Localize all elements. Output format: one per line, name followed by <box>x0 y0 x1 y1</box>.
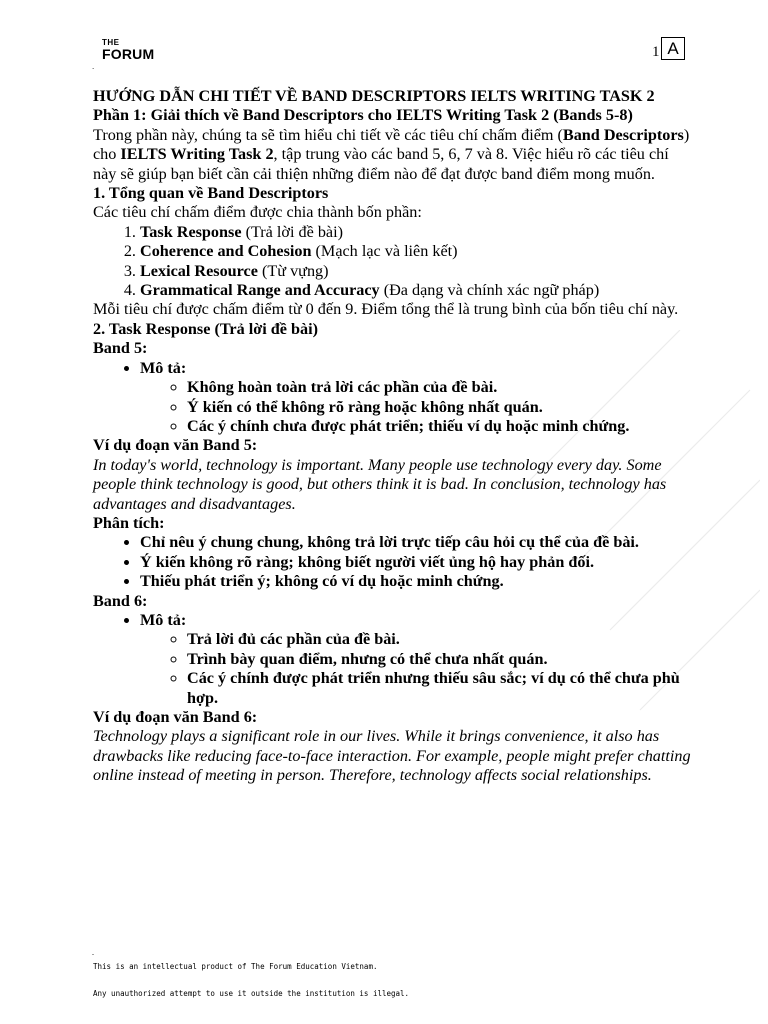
list-item: • Chỉ nêu ý chung chung, không trả lời trực tiếp câu hỏi cụ thể của đề bài. <box>140 533 693 552</box>
intro-bold-1: Band Descriptors <box>562 125 684 144</box>
band6-heading: Band 6: <box>93 591 148 610</box>
desc-label-text: Mô tả: <box>140 358 187 377</box>
list-item: ◦ Không hoàn toàn trả lời các phần của đề bài. <box>187 378 693 397</box>
logo-dot: . <box>92 62 95 71</box>
band5-example-heading: Ví dụ đoạn văn Band 5: <box>93 436 258 455</box>
band5-desc-items <box>140 378 693 436</box>
intro-paragraph <box>93 126 693 184</box>
criteria-translation: (Trả lời đề bài) <box>241 222 343 241</box>
intro-text-3: , tập trung vào các band 5, 6, 7 và 8. Việc hiểu rõ các tiêu chí này sẽ giúp bạn biết cần cải thiện những điểm nào để đạt được band điểm mong muốn. <box>93 145 669 183</box>
footer-line-2: Any unauthorized attempt to use it outside the institution is illegal. <box>93 989 410 998</box>
list-item: ◦ Các ý chính chưa được phát triển; thiếu ví dụ hoặc minh chứng. <box>187 417 693 436</box>
list-item: • Ý kiến không rõ ràng; không biết người viết ủng hộ hay phản đối. <box>140 553 693 572</box>
band5-analysis-list <box>93 533 693 591</box>
criteria-item <box>140 242 693 261</box>
band6-description-list <box>93 611 693 708</box>
band6-example-heading: Ví dụ đoạn văn Band 6: <box>93 708 258 726</box>
criteria-name: Lexical Resource <box>140 261 258 280</box>
logo-forum-text: FORUM <box>102 46 155 62</box>
section1-note: Mỗi tiêu chí được chấm điểm từ 0 đến 9. Điểm tổng thể là trung bình của bốn tiêu chí này. <box>93 300 679 319</box>
list-item: ◦ Các ý chính được phát triển nhưng thiếu sâu sắc; ví dụ có thể chưa phù hợp. <box>187 669 693 708</box>
footer-dot: . <box>92 948 94 957</box>
list-item: ◦ Trả lời đủ các phần của đề bài. <box>187 630 693 649</box>
part1-heading: Phần 1: Giải thích về Band Descriptors cho IELTS Writing Task 2 (Bands 5-8) <box>93 106 633 125</box>
desc-label-text: Mô tả: <box>140 610 187 629</box>
list-item: • Thiếu phát triển ý; không có ví dụ hoặc minh chứng. <box>140 572 693 591</box>
page-letter-box: A <box>661 37 685 60</box>
list-item: ◦ Trình bày quan điểm, nhưng có thể chưa nhất quán. <box>187 650 693 669</box>
band5-heading: Band 5: <box>93 339 148 358</box>
criteria-item <box>140 281 693 300</box>
band5-example-text: In today's world, technology is important. Many people use technology every day. Some people think technology is good, but others think it is bad. In conclusion, technology has advantages and disadvantages. <box>93 455 667 513</box>
list-item: ◦ Ý kiến có thể không rõ ràng hoặc không nhất quán. <box>187 398 693 417</box>
band6-desc-items <box>140 630 693 708</box>
band6-desc-label <box>140 611 693 708</box>
criteria-translation: (Từ vựng) <box>257 261 329 280</box>
criteria-item <box>140 262 693 281</box>
section2-heading: 2. Task Response (Trả lời đề bài) <box>93 319 318 338</box>
band5-analysis-heading: Phân tích: <box>93 513 165 532</box>
band5-desc-label <box>140 359 693 437</box>
criteria-translation: (Mạch lạc và liên kết) <box>311 242 458 261</box>
criteria-list <box>93 223 693 301</box>
section1-intro: Các tiêu chí chấm điểm được chia thành bốn phần: <box>93 203 422 222</box>
document-title: HƯỚNG DẪN CHI TIẾT VỀ BAND DESCRIPTORS IELTS WRITING TASK 2 <box>93 87 655 105</box>
intro-text-1: Trong phần này, chúng ta sẽ tìm hiểu chi tiết về các tiêu chí chấm điểm ( <box>93 125 563 144</box>
band5-description-list <box>93 359 693 437</box>
criteria-name: Coherence and Cohesion <box>140 242 312 261</box>
logo-the-text: THE <box>102 38 120 47</box>
criteria-name: Grammatical Range and Accuracy <box>140 281 380 300</box>
intro-bold-2: IELTS Writing Task 2 <box>120 145 274 164</box>
section1-heading: 1. Tổng quan về Band Descriptors <box>93 184 329 203</box>
intro-text-2: ) cho <box>93 125 690 164</box>
band6-example-text: Technology plays a significant role in our lives. While it brings convenience, it also has drawbacks like reducing face-to-face interaction. For example, people might prefer chatting online instead of meeting in person. Therefore, technology affects social relationships. <box>93 727 691 785</box>
page-number: 1 <box>652 44 660 60</box>
criteria-name: Task Response <box>140 222 242 241</box>
forum-logo <box>102 39 154 61</box>
footer-line-1: This is an intellectual product of The Forum Education Vietnam. <box>93 962 378 971</box>
criteria-item <box>140 223 693 242</box>
criteria-translation: (Đa dạng và chính xác ngữ pháp) <box>379 281 600 300</box>
document-body <box>93 87 693 786</box>
